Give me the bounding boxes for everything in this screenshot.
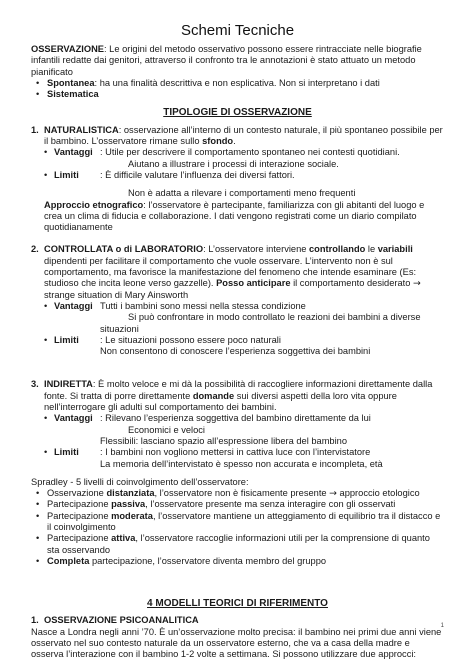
- limiti-text: : È difficile valutare l’influenza dei diversi fattori.: [100, 169, 295, 180]
- approccio-bold: Approccio etnografico: [44, 199, 144, 210]
- vantaggi-text: : Utile per descrivere il comportamento spontaneo nei contesti quotidiani.: [100, 147, 400, 158]
- list-item-psicoanalitica: [31, 615, 444, 626]
- limiti-text: : Le situazioni possono essere poco naturali: [100, 334, 281, 345]
- spradley-text: , l’osservatore presente ma senza interagire con gli osservati: [145, 499, 396, 510]
- arrow-right-icon: →: [412, 278, 421, 290]
- vantaggi-label: Vantaggi: [54, 413, 93, 424]
- limiti-label: Limiti: [54, 334, 79, 345]
- vantaggi-label: Vantaggi: [54, 147, 93, 158]
- spradley-bold: moderata: [111, 510, 153, 521]
- bullet-icon: •: [44, 447, 48, 458]
- intro-lead: OSSERVAZIONE: [31, 44, 105, 54]
- item-text: dipendenti per facilitare il comportamento che vuole osservare. L’intervento non è sul comportamento, ma favorisce la manifestazione del fenomeno che intende esaminare (Es: studioso che incita leone verso gazzelle).: [44, 255, 417, 289]
- spradley-text: Osservazione: [47, 488, 107, 499]
- intro-text: : Le origini del metodo osservativo possono essere rintracciate nelle biografie infantili redatte dai genitori, attraverso il confronto tra le annotazioni è stato attuato un metodo pianificato: [31, 44, 422, 77]
- vantaggi-text: Tutti i bambini sono messi nella stessa condizione: [100, 300, 306, 311]
- psicoanalitica-paragraph: Nasce a Londra negli anni ’70. È un’osservazione molto precisa: il bambino nei primi due anni viene osservato nel suo contesto naturale da un osservatore esterno, che va a casa della madre e osserva l’interazione con il bambino 1-2 volte a settimana. Si possono utilizzare due approcci:: [31, 626, 442, 660]
- limiti-row: [31, 170, 444, 181]
- intro-bullet: [31, 89, 444, 100]
- spradley-lead: Spradley - 5 livelli di coinvolgimento dell’osservatore:: [31, 476, 249, 487]
- limiti-row: [31, 447, 444, 458]
- spradley-bold: passiva: [111, 499, 146, 510]
- vantaggi-row: [31, 147, 444, 158]
- item-bold: variabili: [377, 244, 413, 255]
- list-item-naturalistica: [31, 125, 444, 148]
- spradley-bold: attiva: [111, 533, 136, 544]
- bullet-icon: •: [44, 334, 48, 345]
- spradley-text: Partecipazione: [47, 533, 112, 544]
- item-bold: controllando: [309, 244, 366, 255]
- vantaggi-continuation: situazioni: [100, 323, 139, 334]
- item-text: : osservazione all’interno di un contesto naturale, il più spontaneo possibile per il bambino. L’osservatore rimane sullo: [44, 124, 443, 147]
- item-number: 2.: [31, 244, 39, 255]
- item-text: il comportamento desiderato: [290, 278, 413, 289]
- bullet-icon: •: [44, 169, 48, 180]
- limiti-continuation: La memoria dell’intervistato è spesso non accurata e incompleta, età: [100, 458, 383, 469]
- page-title: Schemi Tecniche: [180, 22, 295, 39]
- bullet-bold: Spontanea: [47, 77, 95, 88]
- bullet-icon: •: [44, 413, 48, 424]
- spradley-item: [31, 556, 444, 567]
- spradley-text: Partecipazione: [47, 510, 112, 521]
- spradley-text: , l’osservatore non è fisicamente presente: [154, 488, 330, 499]
- vantaggi-continuation: Aiutano a illustrare i processi di interazione sociale.: [128, 158, 339, 169]
- vantaggi-continuation: Economici e veloci: [128, 424, 205, 435]
- arrow-right-icon: →: [329, 488, 337, 500]
- spradley-item: [31, 499, 444, 510]
- intro-paragraph: [31, 44, 444, 78]
- item-text: .: [233, 136, 236, 147]
- spradley-text: , l’osservatore mantiene un atteggiamento di equilibrio tra il distacco e il coinvolgimento: [47, 510, 441, 532]
- bullet-icon: •: [44, 300, 48, 311]
- limiti-row: [31, 335, 444, 346]
- vantaggi-row: [31, 301, 444, 312]
- spradley-item: [31, 511, 444, 534]
- vantaggi-continuation: Si può confrontare in modo controllato le reazioni dei bambini a diverse: [128, 312, 421, 323]
- bullet-text: : ha una finalità descrittiva e non esplicativa. Non si interpretano i dati: [94, 77, 380, 88]
- item-heading: OSSERVAZIONE PSICOANALITICA: [44, 615, 199, 626]
- intro-bullet: [31, 78, 444, 89]
- item-text: strange situation di Mary Ainsworth: [44, 289, 189, 300]
- vantaggi-continuation: Flessibili: lasciano spazio all’espressione libera del bambino: [100, 435, 348, 446]
- limiti-label: Limiti: [54, 447, 79, 458]
- limiti-label: Limiti: [54, 169, 79, 180]
- item-text: : L’osservatore interviene: [203, 244, 310, 255]
- section-title-tipologie: TIPOLOGIE DI OSSERVAZIONE: [163, 107, 312, 119]
- spradley-text: , l’osservatore raccoglie informazioni utili per la comprensione di quanto sta osservando: [47, 533, 430, 555]
- spradley-bold: Completa: [47, 555, 90, 566]
- vantaggi-label: Vantaggi: [54, 300, 93, 311]
- item-bold: domande: [192, 390, 235, 401]
- item-number: 1.: [31, 615, 39, 626]
- bullet-bold: Sistematica: [47, 89, 99, 100]
- vantaggi-row: [31, 413, 444, 424]
- spradley-item: [31, 533, 444, 556]
- vantaggi-text: : Rilevano l’esperienza soggettiva del bambino direttamente da lui: [100, 413, 371, 424]
- limiti-continuation: Non è adatta a rilevare i comportamenti meno frequenti: [128, 188, 356, 199]
- spradley-text: approccio etologico: [336, 488, 420, 499]
- spradley-text: Partecipazione: [47, 499, 112, 510]
- approccio-text: : l’osservatore è partecipante, familiarizza con gli abitanti del luogo e crea un clima di fiducia e collaborazione. I dati vengono registrati come un diario compilato quotidianamente: [44, 199, 425, 233]
- limiti-continuation: Non consentono di conoscere l’esperienza soggettiva dei bambini: [100, 346, 371, 357]
- spradley-bold: distanziata: [106, 488, 155, 499]
- item-text: : È molto veloce e mi dà la possibilità di raccogliere informazioni direttamente dalla fonte. Si tratta di porre direttamente: [44, 379, 433, 401]
- item-heading: CONTROLLATA o di LABORATORIO: [44, 244, 204, 255]
- item-number: 3.: [31, 379, 39, 390]
- item-heading: NATURALISTICA: [44, 124, 119, 135]
- approccio-paragraph: [31, 200, 444, 234]
- item-text: le: [365, 244, 378, 255]
- item-heading: INDIRETTA: [44, 379, 93, 390]
- item-bold: Posso anticipare: [216, 278, 291, 289]
- list-item-indiretta: [31, 379, 444, 413]
- item-number: 1.: [31, 124, 39, 135]
- item-bold: sfondo: [202, 136, 234, 147]
- bullet-icon: •: [44, 147, 48, 158]
- spradley-text: partecipazione, l’osservatore diventa membro del gruppo: [89, 555, 327, 566]
- list-item-controllata: [31, 244, 444, 300]
- page-number: 1: [440, 622, 444, 629]
- spradley-item: [31, 488, 444, 499]
- item-text: sui diversi aspetti della loro vita oppure nell’interrogare gli adulti sul comportamento dei bambini.: [44, 390, 397, 413]
- section-title-modelli: 4 MODELLI TEORICI DI RIFERIMENTO: [147, 598, 328, 610]
- limiti-text: : I bambini non vogliono mettersi in cattiva luce con l’intervistatore: [100, 447, 371, 458]
